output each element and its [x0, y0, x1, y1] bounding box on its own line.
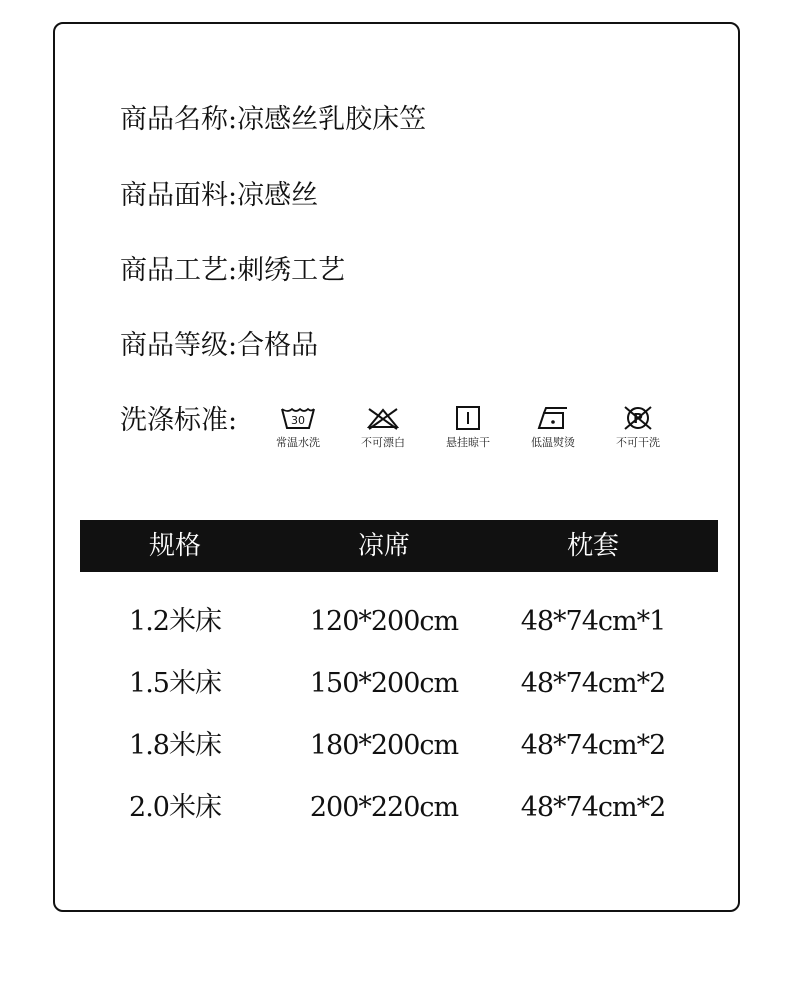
no-bleach-icon [363, 404, 403, 432]
wash-caption: 低温熨烫 [531, 436, 575, 449]
spec-card [53, 22, 740, 912]
info-value: 凉感丝乳胶床笠 [237, 104, 427, 135]
dry-clean-letter: P [633, 412, 643, 427]
wash-temp-text: 30 [291, 414, 305, 427]
wash-caption: 常温水洗 [276, 436, 320, 449]
cell-pillowcase: 48*74cm*2 [520, 730, 666, 761]
wash-30-icon [278, 404, 318, 432]
wash-item [598, 404, 678, 450]
info-value: 凉感丝 [237, 180, 319, 211]
info-label: 商品面料: [120, 180, 238, 211]
wash-caption: 不可漂白 [361, 436, 405, 449]
cell-mat: 150*200cm [309, 668, 459, 699]
info-row-grade [120, 329, 318, 363]
table-row [80, 602, 718, 642]
wash-caption: 悬挂晾干 [446, 436, 490, 449]
info-row-craft [120, 254, 345, 288]
info-label: 商品等级: [120, 330, 238, 361]
wash-caption: 不可干洗 [616, 436, 660, 449]
info-value: 刺绣工艺 [237, 255, 346, 286]
header-mat: 凉席 [357, 531, 410, 561]
header-pillowcase: 枕套 [566, 531, 619, 561]
cell-mat: 120*200cm [309, 606, 459, 637]
cell-pillowcase: 48*74cm*1 [520, 606, 666, 637]
header-size: 规格 [148, 531, 201, 561]
info-label: 商品名称: [120, 104, 238, 135]
table-header [80, 520, 718, 572]
info-row-name [120, 103, 426, 137]
wash-icons [266, 404, 666, 464]
wash-item [428, 404, 508, 450]
wash-item [513, 404, 593, 450]
cell-pillowcase: 48*74cm*2 [520, 668, 666, 699]
cell-size: 1.8米床 [129, 730, 221, 761]
hang-dry-icon [448, 404, 488, 432]
iron-low-icon [533, 404, 573, 432]
table-row [80, 664, 718, 704]
wash-item [258, 404, 338, 450]
wash-label: 洗涤标准: [120, 405, 238, 436]
table-row [80, 788, 718, 828]
cell-size: 2.0米床 [129, 792, 221, 823]
info-value: 合格品 [237, 330, 319, 361]
no-dry-clean-icon [618, 404, 658, 432]
cell-size: 1.5米床 [129, 668, 221, 699]
wash-item [343, 404, 423, 450]
cell-mat: 200*220cm [309, 792, 459, 823]
cell-size: 1.2米床 [129, 606, 221, 637]
info-row-fabric [120, 179, 318, 213]
cell-mat: 180*200cm [309, 730, 459, 761]
table-row [80, 726, 718, 766]
cell-pillowcase: 48*74cm*2 [520, 792, 666, 823]
info-label: 商品工艺: [120, 255, 238, 286]
